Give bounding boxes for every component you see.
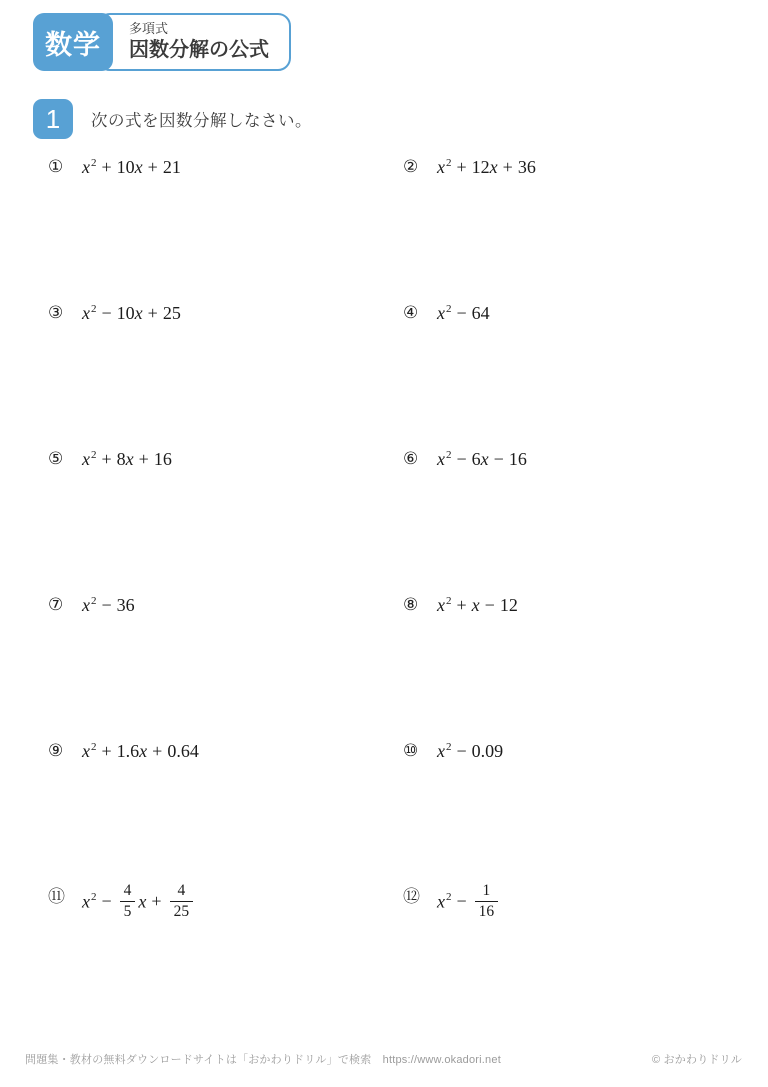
problem-formula: $x^2 - 10x + 25$ [82,303,181,323]
section-header [33,99,312,139]
problem-formula: $x^2 + 1.6x + 0.64$ [82,741,199,761]
problem-item [48,732,403,878]
problem-item [403,294,748,440]
problem-formula: $x^2 + 10x + 21$ [82,157,181,177]
title-box [97,13,291,71]
category-label: 多項式 [129,20,169,36]
problem-formula: $x^2 + 8x + 16$ [82,449,172,469]
problem-item [48,440,403,586]
section-instruction: 次の式を因数分解しなさい。 [91,112,312,130]
problem-formula: $x^2 - 64$ [437,303,490,323]
subject-label: 数学 [45,29,101,60]
problem-number: ⑪ [48,887,65,907]
problem-number: ② [403,157,419,177]
problem-formula: $x^2$ − $\frac{1}{16}$ [437,884,501,923]
problem-number: ⑤ [48,449,64,469]
problem-formula: $x^2 - 0.09$ [437,741,504,761]
problem-item [403,878,748,1024]
problem-item [403,732,748,878]
problem-item [48,586,403,732]
problem-number: ⑨ [48,741,64,761]
problem-formula: $x^2 + x - 12$ [437,595,518,615]
subject-badge [33,13,113,71]
problem-number: ③ [48,303,64,323]
worksheet-header [33,13,291,71]
page-footer [25,1051,742,1067]
footer-note: 問題集・教材の無料ダウンロードサイトは「おかわりドリル」で検索 https://www.okadori.net [25,1054,501,1066]
worksheet-title: 因数分解の公式 [129,39,269,62]
problem-number: ⑩ [403,741,419,761]
problem-formula: $x^2 + 12x + 36$ [437,157,536,177]
problem-formula: $x^2 - 36$ [82,595,135,615]
problem-formula: $x^2$ − $\frac{4}{5}$ x + $\frac{4}{25}$ [82,884,196,923]
problem-item [403,440,748,586]
problem-item [48,294,403,440]
footer-copyright: © おかわりドリル [652,1054,742,1066]
problem-item [48,878,403,1024]
problem-number: ⑫ [403,887,420,907]
problem-number: ① [48,157,64,177]
problem-number: ④ [403,303,419,323]
problem-number: ⑥ [403,449,419,469]
problem-item [48,148,403,294]
problem-grid [48,148,748,1024]
problem-item [403,586,748,732]
problem-number: ⑧ [403,595,419,615]
problem-formula: $x^2 - 6x - 16$ [437,449,527,469]
problem-number: ⑦ [48,595,64,615]
problem-item [403,148,748,294]
section-number-badge: 1 [33,99,73,139]
